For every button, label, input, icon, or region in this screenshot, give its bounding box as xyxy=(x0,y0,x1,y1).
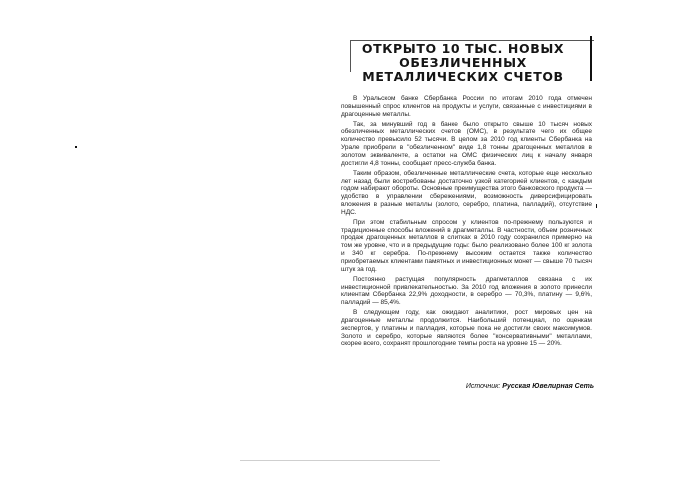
scan-speck xyxy=(596,204,597,208)
article-title xyxy=(338,42,588,84)
source-label: Источник: xyxy=(465,383,503,390)
article-body xyxy=(341,95,592,350)
article-paragraph: В Уральском банке Сбербанка России по итогам 2010 года отмечен повышенный спрос клиентов на продукты и услуги, связанные с инвестициями в драгоценные металлы. xyxy=(341,95,592,118)
scan-speck xyxy=(75,146,77,148)
article-source xyxy=(430,383,594,390)
article-title-line: ОТКРЫТО 10 ТЫС. НОВЫХ xyxy=(361,41,565,56)
article-paragraph: При этом стабильным спросом у клиентов по-прежнему пользуются и традиционные способы вложений в драгметаллы. В частности, объем розничных продаж драгоценных металлов в слитках в 2010 году сохранился примерно на том же уровне, что и в предыдущие годы: было реализовано более 100 кг золота и 340 кг серебра. По-прежнему высоким остается также количество приобретаемых клиентами памятных и инвестиционных монет — свыше 70 тысяч штук за год. xyxy=(341,218,592,273)
source-name: Русская Ювелирная Сеть xyxy=(502,383,594,390)
article-paragraph: Постоянно растущая популярность драгметаллов связана с их инвестиционной привлекательностью. За 2010 год вложения в золото принесли клиентам Сбербанка 22,9% доходности, в серебро — 70,3%, платину — 9,6%, палладий — 85,4%. xyxy=(341,275,592,307)
scan-edge-right xyxy=(590,36,592,81)
article-paragraph: Так, за минувший год в банке было открыто свыше 10 тысяч новых обезличенных металлических счетов (ОМС), в результате чего их общее количество превысило 52 тысячи. В целом за 2010 год клиенты Сбербанка на Урале приобрели в "обезличенном" виде 1,8 тонны драгоценных металлов в золотом эквиваленте, а остатки на ОМС физических лиц к началу января достигли 4,8 тонны, сообщает пресс-служба банка. xyxy=(341,120,592,167)
article-title-line: МЕТАЛЛИЧЕСКИХ СЧЕТОВ xyxy=(362,69,564,84)
article-paragraph: В следующем году, как ожидают аналитики, рост мировых цен на драгоценные металлы продолжится. Наибольший потенциал, по оценкам экспертов, у платины и палладия, которые пока не достигли своих максимумов. Золото и серебро, которые являются более "консервативными" металлами, скорее всего, сохранят прошлогодние темпы роста на уровне 15 — 20%. xyxy=(341,309,592,348)
article-title-line: ОБЕЗЛИЧЕННЫХ xyxy=(399,55,527,70)
scan-shadow xyxy=(240,460,440,461)
article-paragraph: Таким образом, обезличенные металлические счета, которые еще несколько лет назад были востребованы достаточно узкой категорией клиентов, с каждым годом набирают обороты. Основные преимущества этого банковского продукта — удобство в управлении сбережениями, возможность диверсифицировать вложения в разные металлы (золото, серебро, платина, палладий), отсутствие НДС. xyxy=(341,169,592,216)
